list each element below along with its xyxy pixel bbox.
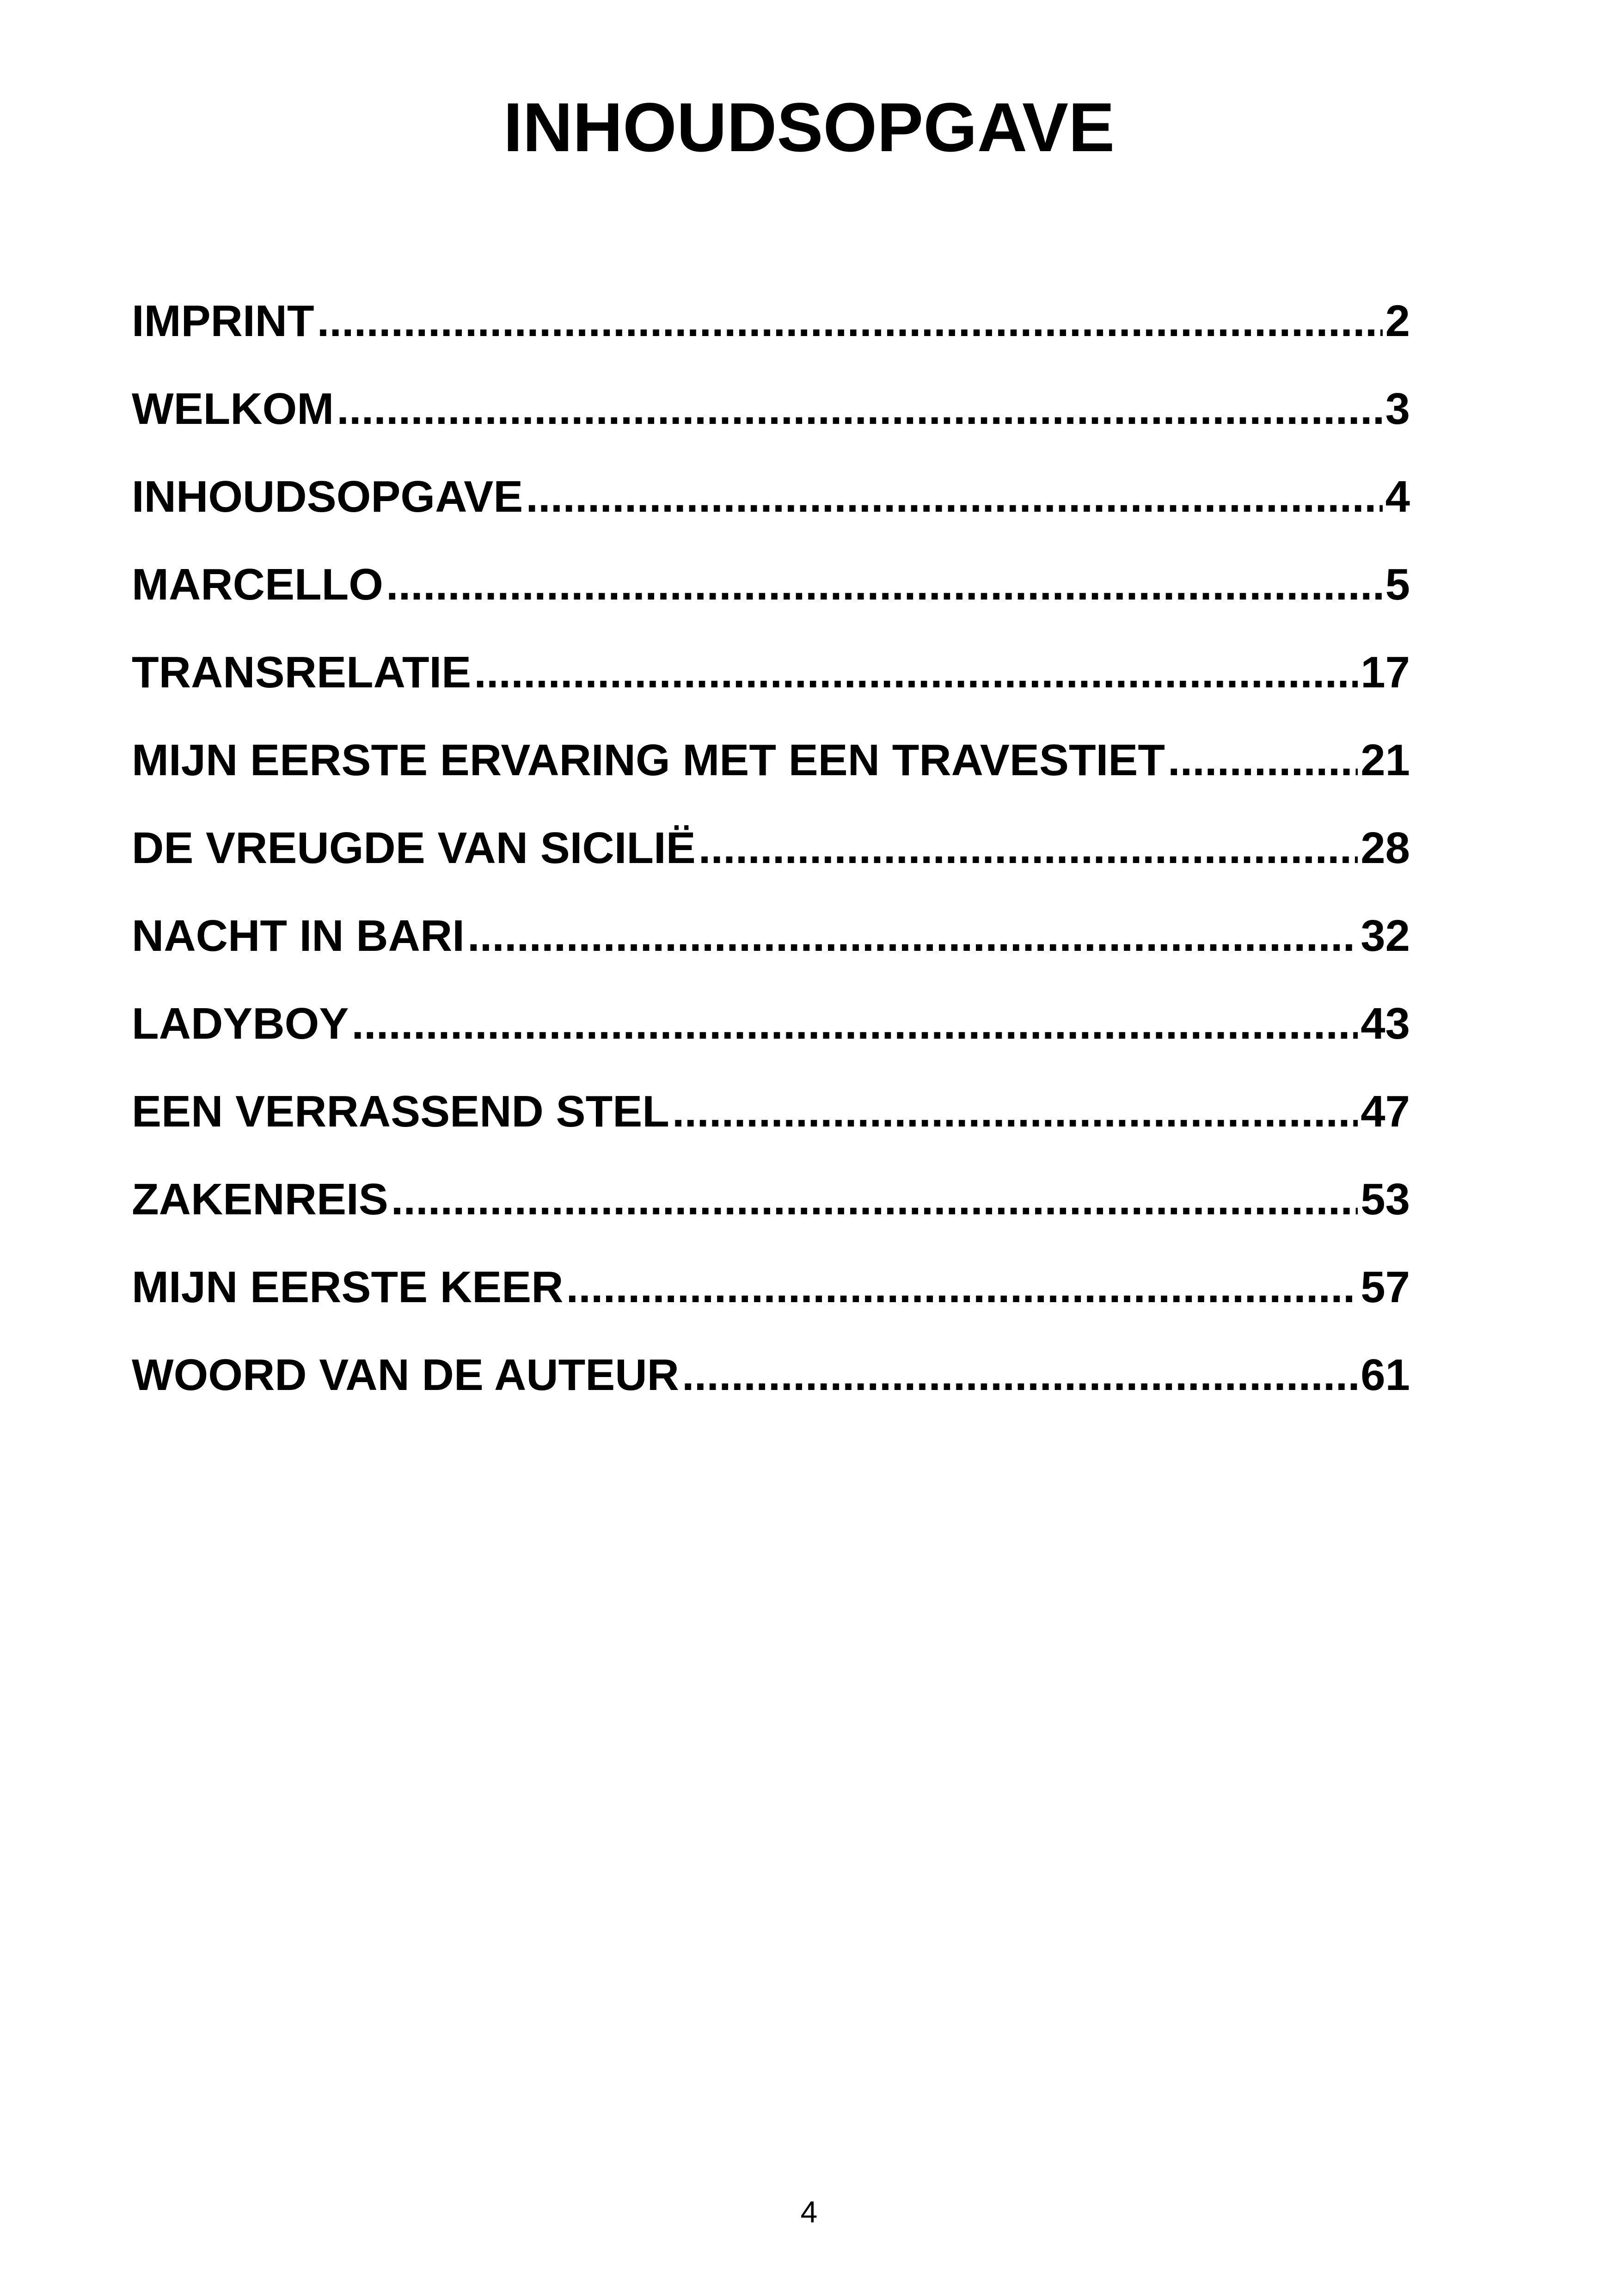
toc-dot-leader <box>526 462 1382 532</box>
toc-entry-title: MIJN EERSTE ERVARING MET EEN TRAVESTIET <box>132 735 1165 785</box>
toc-entry-woord-van-de-auteur[interactable] <box>132 1341 1410 1428</box>
toc-entry-title: TRANSRELATIE <box>132 648 472 697</box>
table-of-contents <box>132 287 1410 1428</box>
toc-entry-nacht-in-bari[interactable] <box>132 901 1410 989</box>
toc-entry-title: WOORD VAN DE AUTEUR <box>132 1350 679 1400</box>
toc-dot-leader <box>566 1253 1358 1322</box>
toc-entry-title: INHOUDSOPGAVE <box>132 472 523 521</box>
toc-dot-leader <box>699 814 1358 883</box>
toc-dot-leader <box>474 638 1358 707</box>
toc-entry-title: WELKOM <box>132 384 334 434</box>
toc-entry-de-vreugde-van-sicilie[interactable] <box>132 814 1410 901</box>
toc-entry-page: 43 <box>1361 999 1410 1048</box>
page-title: INHOUDSOPGAVE <box>503 88 1115 166</box>
toc-entry-page: 61 <box>1361 1350 1410 1400</box>
toc-dot-leader <box>317 287 1383 356</box>
toc-entry-page: 32 <box>1361 911 1410 961</box>
toc-dot-leader <box>672 1077 1358 1146</box>
toc-entry-page: 21 <box>1361 735 1410 785</box>
toc-entry-title: MARCELLO <box>132 560 383 609</box>
toc-entry-title: IMPRINT <box>132 296 314 346</box>
toc-entry-imprint[interactable] <box>132 287 1410 374</box>
toc-entry-inhoudsopgave[interactable] <box>132 462 1410 550</box>
toc-entry-welkom[interactable] <box>132 374 1410 462</box>
toc-entry-page: 47 <box>1361 1087 1410 1136</box>
toc-entry-marcello[interactable] <box>132 550 1410 638</box>
toc-entry-title: ZAKENREIS <box>132 1175 388 1224</box>
toc-entry-title: EEN VERRASSEND STEL <box>132 1087 669 1136</box>
toc-entry-page: 53 <box>1361 1175 1410 1224</box>
toc-entry-title: MIJN EERSTE KEER <box>132 1262 564 1312</box>
toc-dot-leader <box>337 374 1382 444</box>
toc-entry-page: 4 <box>1385 472 1410 521</box>
page-number: 4 <box>800 2195 818 2229</box>
toc-dot-leader <box>682 1341 1358 1410</box>
toc-entry-page: 5 <box>1385 560 1410 609</box>
toc-dot-leader <box>1168 726 1358 795</box>
toc-entry-title: DE VREUGDE VAN SICILIË <box>132 823 696 873</box>
toc-entry-mijn-eerste-keer[interactable] <box>132 1253 1410 1341</box>
toc-entry-page: 2 <box>1385 296 1410 346</box>
toc-entry-transrelatie[interactable] <box>132 638 1410 726</box>
toc-entry-page: 28 <box>1361 823 1410 873</box>
toc-dot-leader <box>386 550 1383 619</box>
toc-entry-ladyboy[interactable] <box>132 989 1410 1077</box>
toc-dot-leader <box>351 989 1358 1059</box>
toc-entry-title: NACHT IN BARI <box>132 911 465 961</box>
toc-dot-leader <box>467 901 1358 971</box>
toc-entry-page: 3 <box>1385 384 1410 434</box>
toc-dot-leader <box>391 1165 1358 1234</box>
toc-entry-page: 17 <box>1361 648 1410 697</box>
toc-entry-een-verrassend-stel[interactable] <box>132 1077 1410 1165</box>
toc-entry-mijn-eerste-ervaring[interactable] <box>132 726 1410 814</box>
toc-entry-zakenreis[interactable] <box>132 1165 1410 1253</box>
toc-entry-page: 57 <box>1361 1262 1410 1312</box>
toc-entry-title: LADYBOY <box>132 999 349 1048</box>
